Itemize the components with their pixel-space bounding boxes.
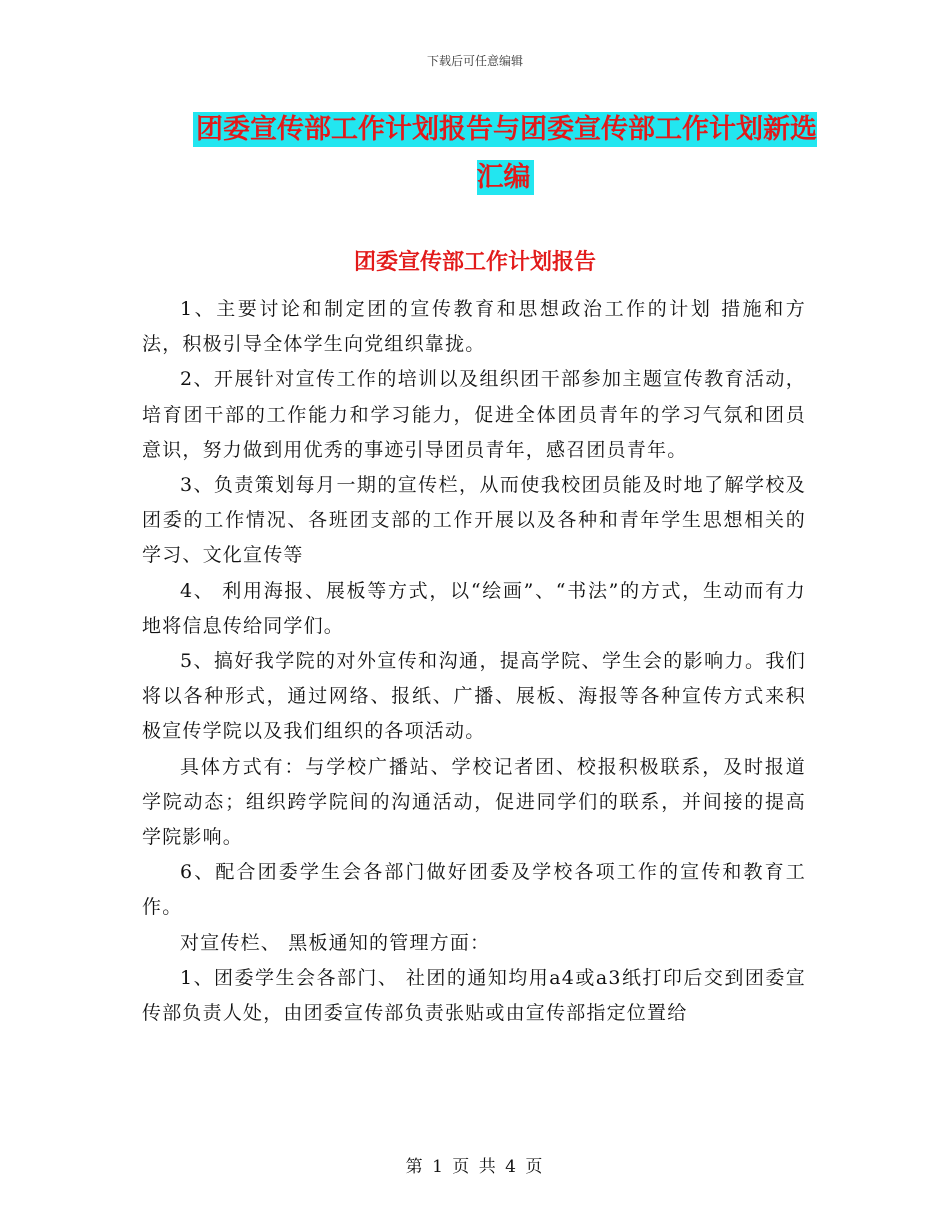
paragraph: 6、配合团委学生会各部门做好团委及学校各项工作的宣传和教育工作。 [142,861,806,919]
paragraph: 具体方式有：与学校广播站、学校记者团、校报积极联系，及时报道学院动态；组织跨学院间的沟通活动，促进同学们的联系，并间接的提高学院影响。 [142,755,806,849]
paragraph: 2、开展针对宣传工作的培训以及组织团干部参加主题宣传教育活动，培育团干部的工作能力和学习能力，促进全体团员青年的学习气氛和团员意识，努力做到用优秀的事迹引导团员青年，感召团员青年。 [142,368,806,461]
header-note: 下载后可任意编辑 [426,54,523,68]
paragraph: 对宣传栏、 黑板通知的管理方面： [180,931,491,954]
paragraph: 3、负责策划每月一期的宣传栏，从而使我校团员能及时地了解学校及团委的工作情况、各班团支部的工作开展以及各种和青年学生思想相关的学习、文化宣传等 [142,474,806,567]
paragraph: 1、主要讨论和制定团的宣传教育和思想政治工作的计划 措施和方法，积极引导全体学生向党组织靠拢。 [142,298,806,356]
section-title: 团委宣传部工作计划报告 [353,250,596,275]
page-footer: 第 1 页 共 4 页 [405,1157,545,1177]
paragraph: 4、 利用海报、展板等方式，以“绘画”、“书法”的方式，生动而有力地将信息传给同学们。 [142,579,806,637]
body-text [142,292,806,1031]
document-title-text: 团委宣传部工作计划报告与团委宣传部工作计划新选汇编 [193,112,817,195]
document-title [190,106,820,202]
paragraph: 5、搞好我学院的对外宣传和沟通，提高学院、学生会的影响力。我们将以各种形式，通过网络、报纸、广播、展板、海报等各种宣传方式来积极宣传学院以及我们组织的各项活动。 [142,650,806,743]
paragraph: 1、团委学生会各部门、 社团的通知均用a4或a3纸打印后交到团委宣传部负责人处，由团委宣传部负责张贴或由宣传部指定位置给 [142,966,806,1025]
